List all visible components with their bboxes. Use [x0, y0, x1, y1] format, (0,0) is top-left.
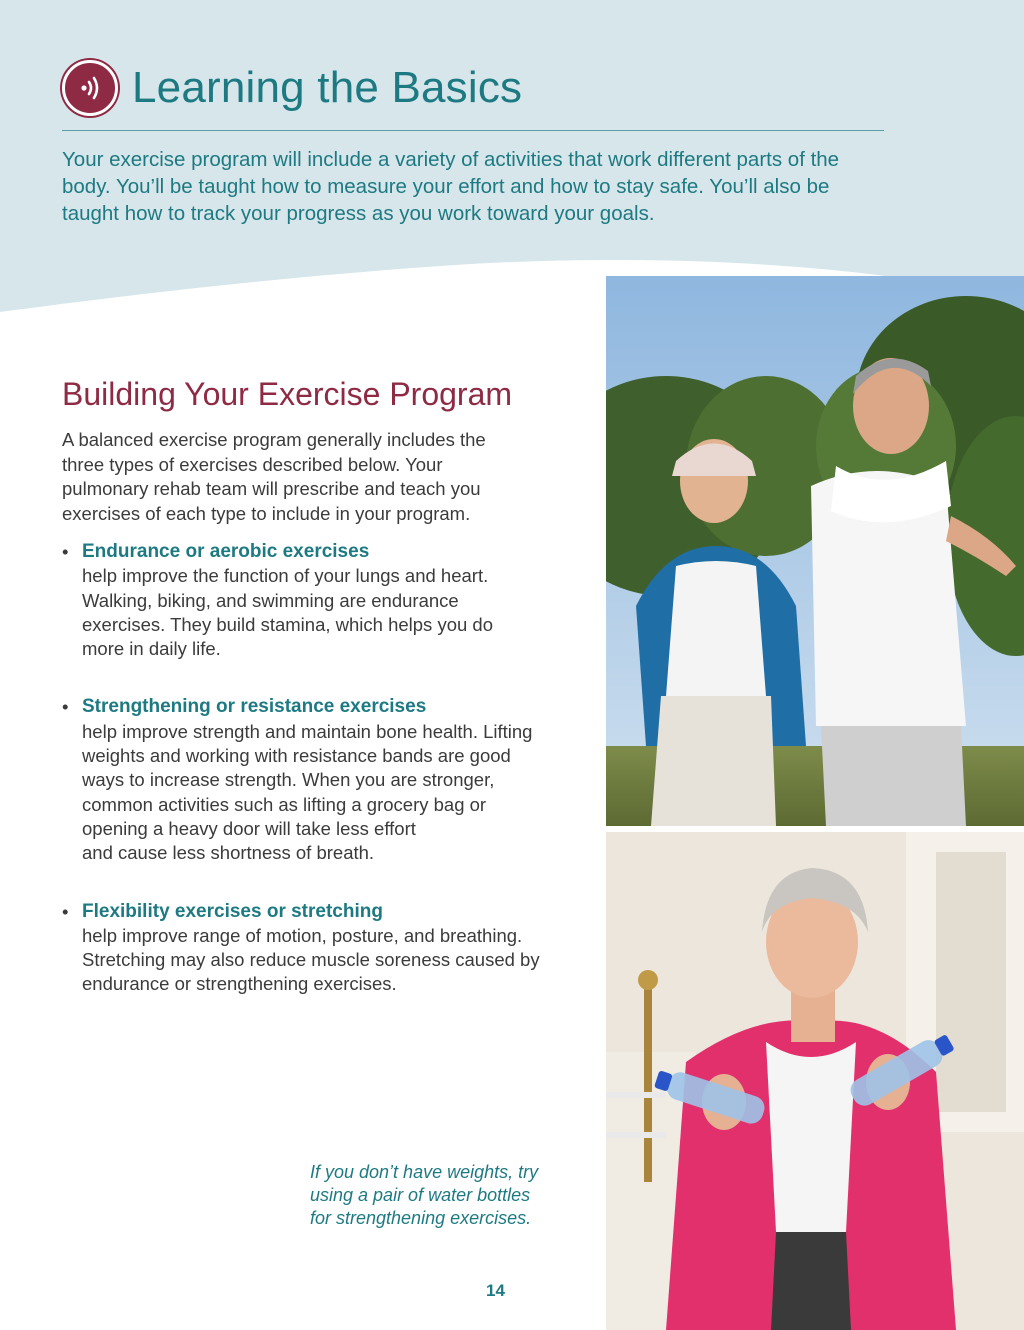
intro-paragraph: Your exercise program will include a variety of activities that work different parts of the body. You’ll be taught how to measure your effort and how to stay safe. You’ll also be taught how to track your progress as you work toward your goals.: [62, 148, 840, 225]
walking-couple-photo: [606, 276, 1024, 826]
bullet-dot-icon: •: [62, 900, 69, 922]
bullet-dot-icon: •: [62, 696, 69, 718]
list-item: [62, 695, 592, 865]
bullet-text: help improve the function of your lungs and heart. Walking, biking, and swimming are endurance exercises. They build stamina, which helps you do more in daily life.: [82, 565, 493, 660]
title-row: [62, 58, 522, 118]
section-title: Building Your Exercise Program: [62, 376, 513, 412]
list-item: [62, 540, 592, 661]
bullet-heading: Flexibility exercises or stretching: [82, 900, 383, 922]
bullet-heading: Endurance or aerobic exercises: [82, 541, 370, 562]
photo-caption: If you don’t have weights, try using a pair of water bottles for strengthening exercises.: [310, 1162, 539, 1228]
bullet-text: help improve range of motion, posture, and breathing. Stretching may also reduce muscle soreness caused by endurance or strengthening exercises.: [82, 924, 540, 995]
title-divider: [62, 130, 884, 131]
page-title: Learning the Basics: [132, 63, 523, 112]
page-number: 14: [486, 1281, 505, 1300]
bullet-heading: Strengthening or resistance exercises: [82, 696, 427, 718]
list-item: [62, 900, 592, 997]
water-bottle-exercise-photo: [606, 832, 1024, 1330]
section-body: A balanced exercise program generally includes the three types of exercises described below. Your pulmonary rehab team will prescribe and teach you exercises of each type to include in your program.: [62, 429, 486, 524]
bullet-dot-icon: •: [62, 541, 69, 562]
bullet-text: help improve strength and maintain bone health. Lifting weights and working with resistance bands are good ways to increase strength. When you are stronger, common activities such as lifting a grocery bag or opening a heavy door will take less effort and cause less shortness of breath.: [82, 720, 533, 864]
exercise-types-list: [62, 540, 592, 1031]
audio-waves-icon: [62, 60, 118, 116]
